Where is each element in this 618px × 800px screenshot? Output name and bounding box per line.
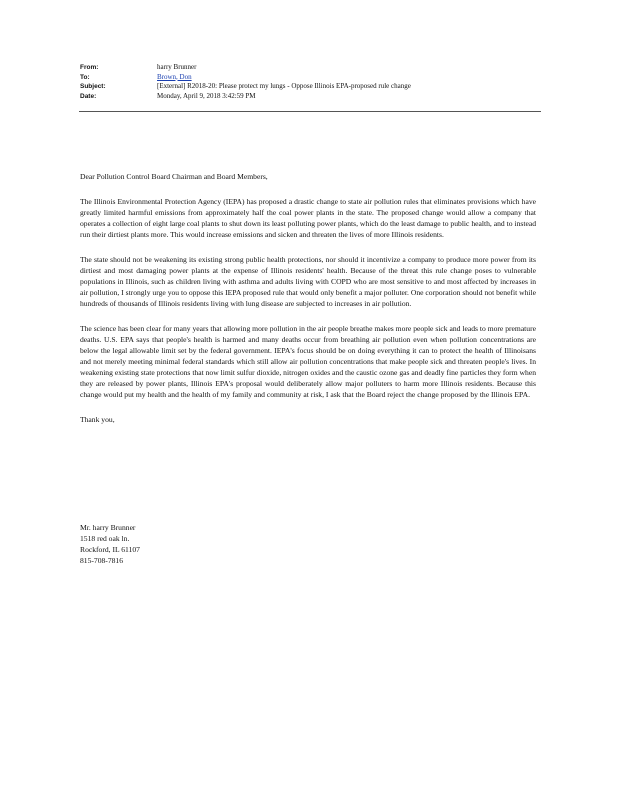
paragraph-3: The science has been clear for many years that allowing more pollution in the air people breathe makes more people sick and leads to more premature deaths. U.S. EPA says that people's health is harmed and many deaths occur from breathing air pollution even when pollution concentrations are below the legal allowable limit set by the federal government. IEPA's focus should be on doing everything it can to protect the health of Illinoisans and not merely meeting minimal federal standards which still allow air pollution concentrations that make people sick and threaten people's lives. In weakening existing state protections that now limit sulfur dioxide, nitrogen oxides and the caustic ozone gas and deadly fine particles they form when they are released by power plants, Illinois EPA's proposal would deliberately allow major polluters to harm more Illinois residents. Because this change would put my health and the health of my family and community at risk, I ask that the Board reject the change proposed by the Illinois EPA.: [80, 324, 536, 399]
letter-body: [80, 171, 536, 439]
to-row: [80, 73, 540, 83]
subject-label: Subject:: [80, 83, 106, 90]
from-row: [80, 63, 540, 73]
to-recipient-link[interactable]: Brown, Don: [157, 72, 192, 81]
date-value: Monday, April 9, 2018 3:42:59 PM: [157, 91, 256, 100]
from-value: harry Brunner: [157, 63, 197, 71]
signature-name: Mr. harry Brunner: [80, 523, 136, 532]
closing: Thank you,: [80, 415, 115, 424]
salutation: Dear Pollution Control Board Chairman and Board Members,: [80, 172, 268, 181]
date-row: [80, 92, 540, 102]
header-divider: [79, 111, 541, 112]
date-label: Date:: [80, 92, 97, 100]
email-header: [80, 63, 540, 101]
paragraph-2: The state should not be weakening its existing strong public health protections, nor should it incentivize a company to produce more power from its dirtiest and most damaging power plants at the expense of Illinois residents' health. Because of the threat this rule change poses to vulnerable populations in Illinois, such as children living with asthma and adults living with COPD who are most sensitive to and most affected by increases in air pollution, I strongly urge you to oppose this IEPA proposed rule that would only benefit a major polluter. One corporation should not benefit while hundreds of thousands of Illinois residents living with lung disease are subjected to increases in air pollution.: [80, 255, 536, 308]
signature-street: 1518 red oak ln.: [80, 534, 130, 543]
to-label: To:: [80, 73, 90, 81]
signature-block: [80, 522, 140, 566]
paragraph-1: The Illinois Environmental Protection Agency (IEPA) has proposed a drastic change to state air pollution rules that eliminates provisions which have greatly limited harmful emissions from approximately half the coal power plants in the state. The proposed change would allow a company that operates a collection of eight large coal plants to shut down its least polluting power plants, which do the least damage to public health, and to instead run their dirtiest plants more. This would increase emissions and sicken and threaten the lives of more Illinois residents.: [80, 197, 536, 239]
subject-row: [80, 82, 540, 92]
signature-city: Rockford, IL 61107: [80, 545, 140, 554]
signature-phone: 815-708-7816: [80, 556, 124, 565]
from-label: From:: [80, 64, 99, 71]
subject-value: [External] R2018-20: Please protect my lungs - Oppose Illinois EPA-proposed rule change: [157, 82, 411, 90]
